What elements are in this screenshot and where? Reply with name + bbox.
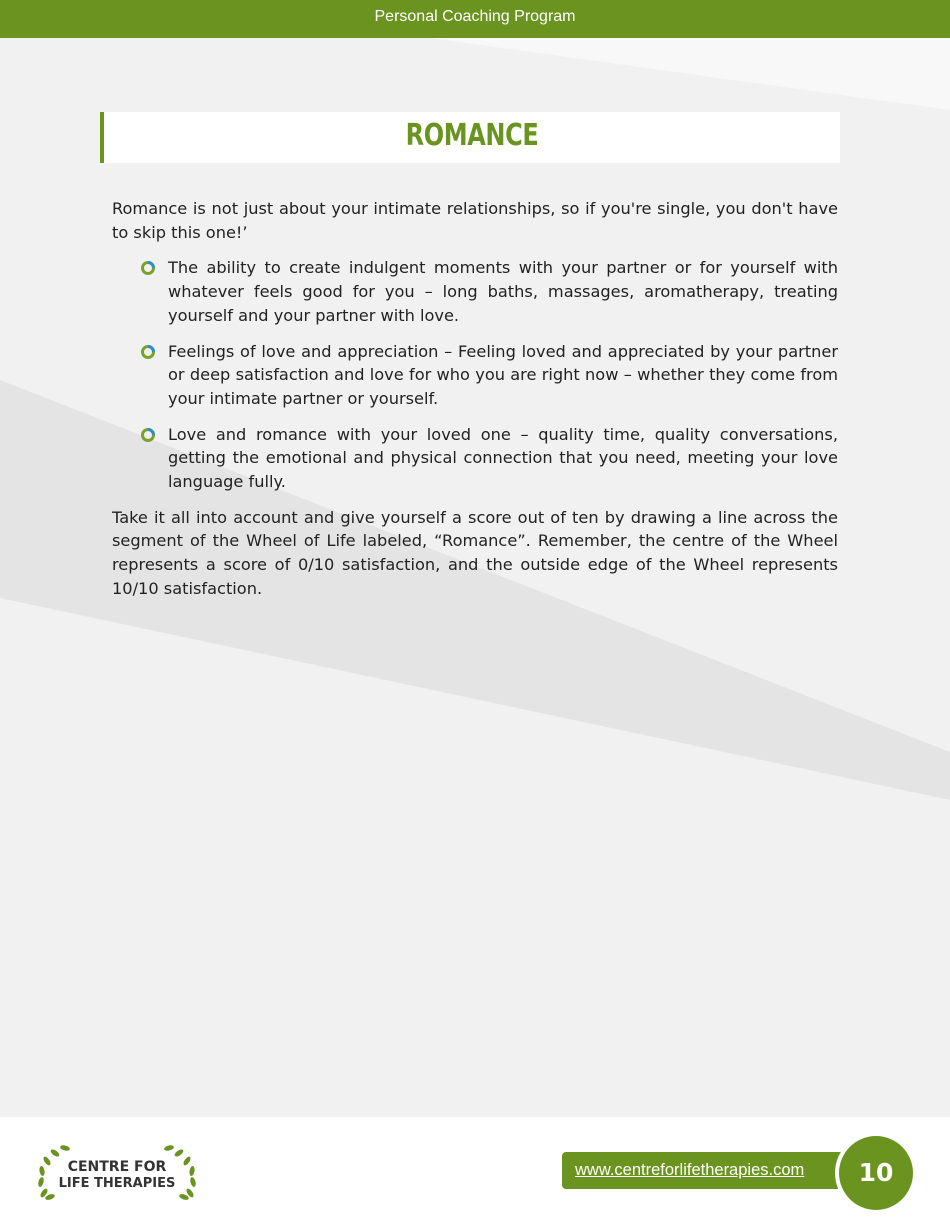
list-item <box>112 256 838 327</box>
page-number: 10 <box>839 1136 913 1210</box>
ring-bullet-icon <box>140 260 156 276</box>
section-title-box <box>100 112 840 163</box>
bullet-text: Love and romance with your loved one – quality time, quality conversations, getting the emotional and physical connection that you need, meeting your love language fully. <box>168 424 838 492</box>
closing-paragraph: Take it all into account and give yourself a score out of ten by drawing a line across the segment of the Wheel of Life labeled, “Romance”. Remember, the centre of the Wheel represents a score of 0/10 satisfaction, and the outside edge of the Wheel represents 10/10 satisfaction. <box>112 507 838 598</box>
page-title: ROMANCE <box>405 118 539 153</box>
intro-paragraph: Romance is not just about your intimate relationships, so if you're single, you don't have to skip this one!’ <box>112 199 838 242</box>
ring-bullet-icon <box>140 344 156 360</box>
list-item <box>112 340 838 411</box>
header-title: Personal Coaching Program <box>374 8 576 25</box>
website-pill <box>562 1152 852 1189</box>
website-link[interactable]: www.centreforlifetherapies.com <box>575 1161 805 1179</box>
footer <box>0 1117 950 1230</box>
ring-bullet-icon <box>140 427 156 443</box>
list-item <box>112 423 838 494</box>
section-content <box>112 197 838 601</box>
page-number-badge <box>835 1132 917 1214</box>
bullet-list <box>112 256 838 493</box>
logo-line-2: LIFE THERAPIES <box>58 1176 176 1191</box>
header-bar <box>0 0 950 38</box>
logo-line-1: CENTRE FOR <box>67 1159 167 1175</box>
bullet-text: The ability to create indulgent moments with your partner or for yourself with whatever feels good for you – long baths, massages, aromatherapy, treating yourself and your partner with love. <box>168 258 838 325</box>
bullet-text: Feelings of love and appreciation – Feeling loved and appreciated by your partner or deep satisfaction and love for who you are right now – whether they come from your intimate partner or yourself. <box>168 341 838 408</box>
logo <box>34 1137 200 1211</box>
